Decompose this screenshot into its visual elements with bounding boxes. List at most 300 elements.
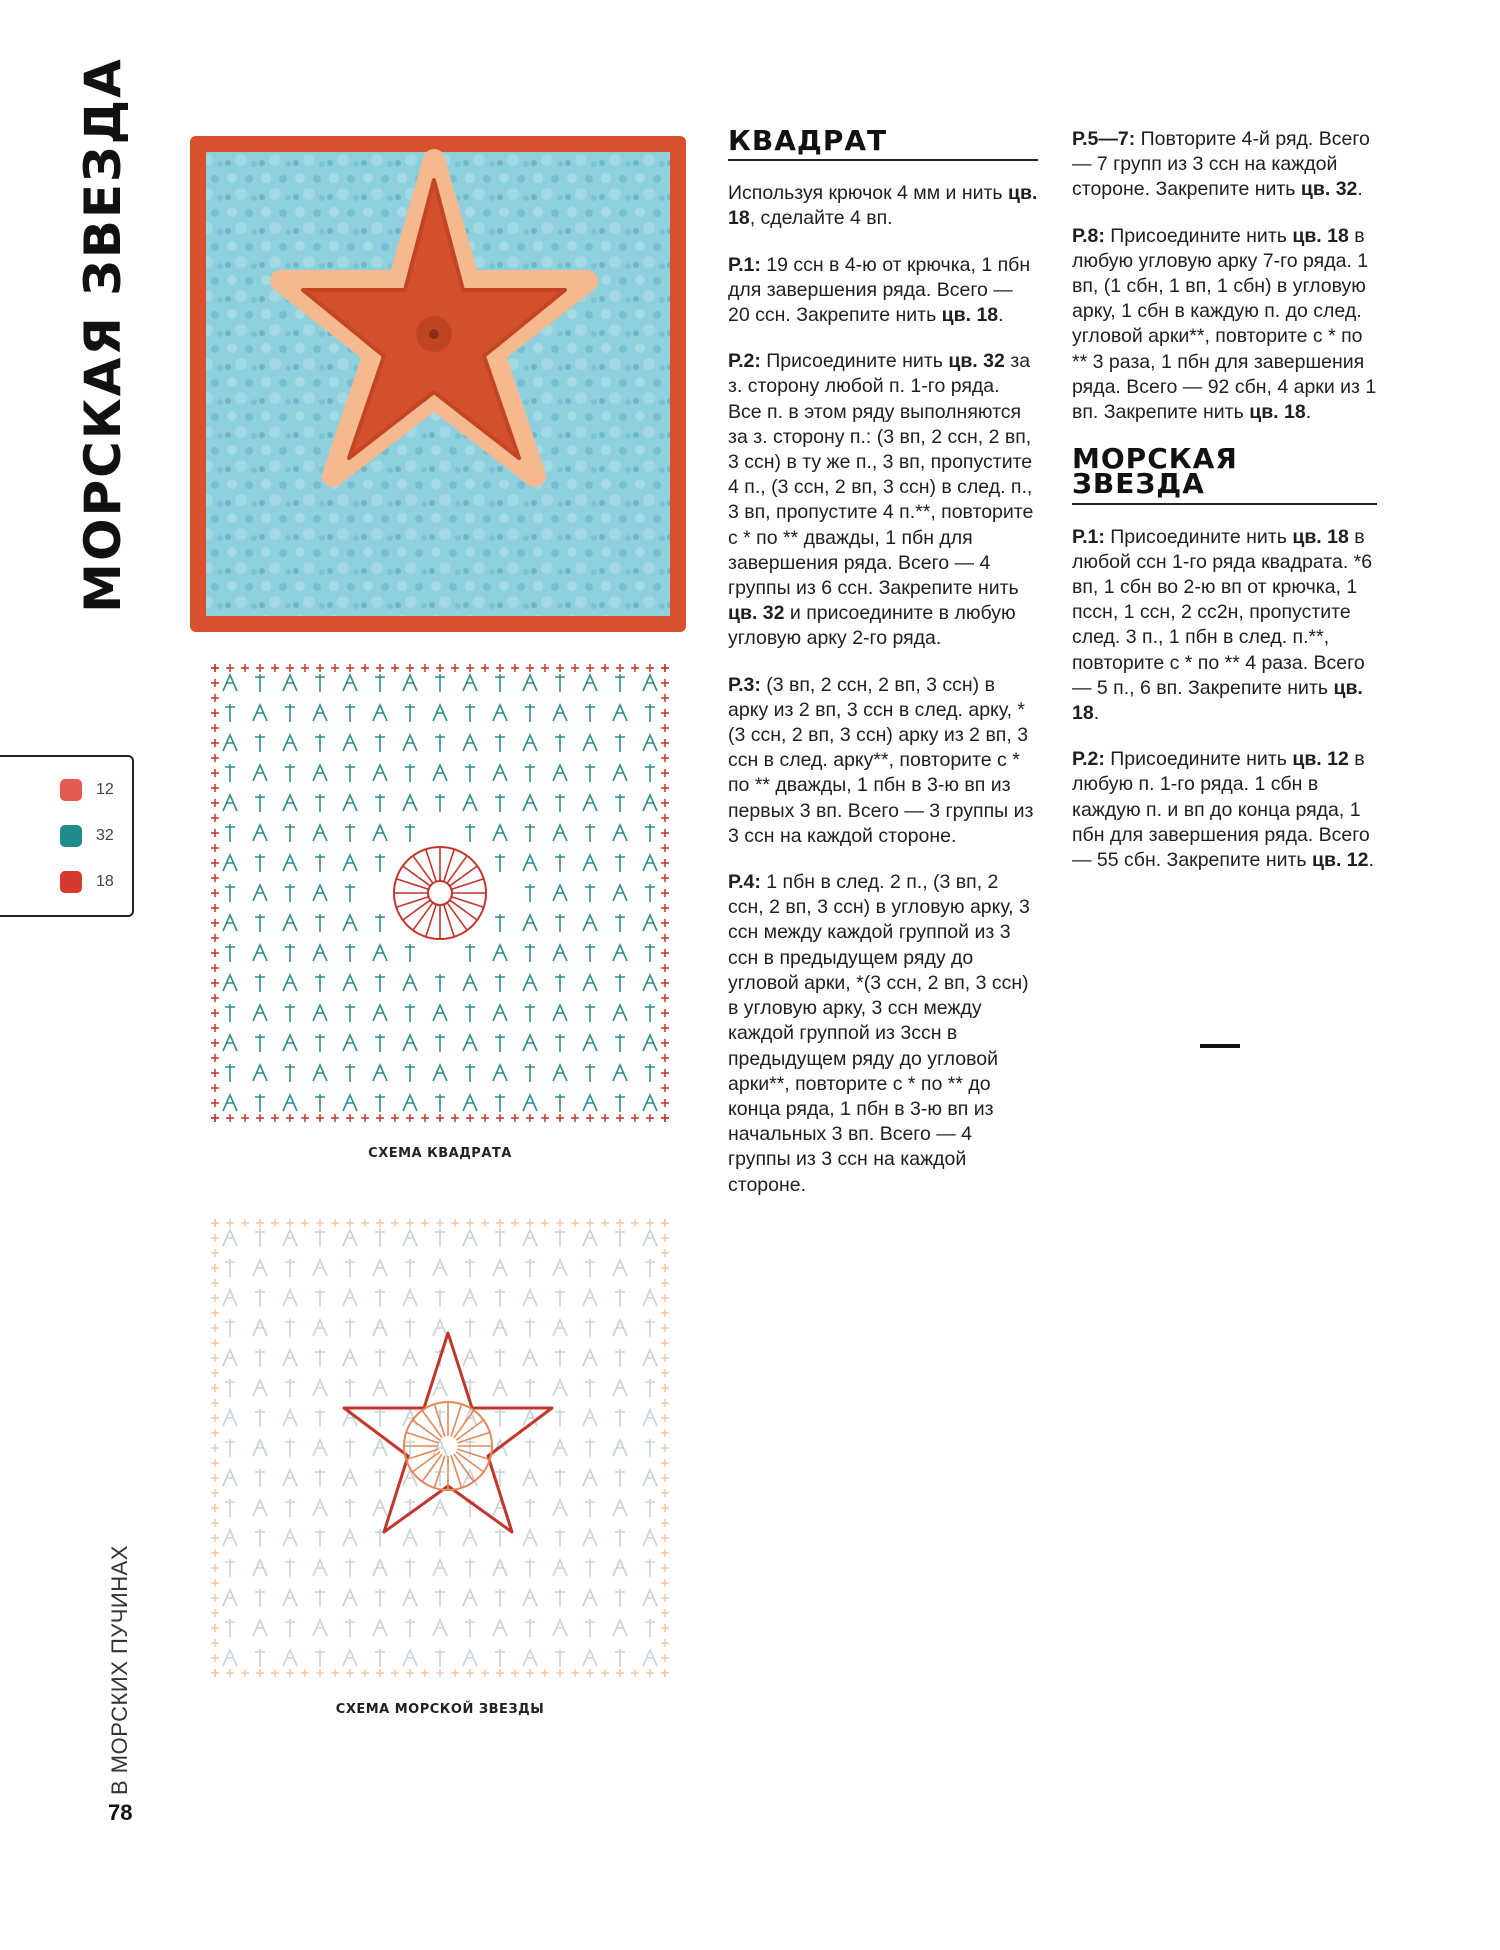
stitch-symbol [225, 704, 235, 722]
stitch-symbol [315, 1409, 325, 1427]
stitch-symbol [585, 1499, 595, 1517]
bold-run: Р.2: [1072, 748, 1105, 771]
border-stitch [316, 1219, 324, 1227]
stitch-symbol [255, 734, 265, 752]
stitch-symbol [553, 1440, 567, 1456]
border-stitch [661, 1489, 669, 1497]
border-stitch [496, 1669, 504, 1677]
border-stitch [211, 904, 219, 912]
stitch-symbol [375, 1469, 385, 1487]
stitch-symbol [375, 734, 385, 752]
stitch-symbol [435, 1289, 445, 1307]
bold-run: цв. 18 [1292, 224, 1349, 247]
stitch-symbol [523, 1035, 537, 1051]
stitch-symbol [315, 854, 325, 872]
stitch-symbol [643, 675, 657, 691]
stitch-symbol [495, 794, 505, 812]
stitch-symbol [525, 1004, 535, 1022]
stitch-symbol [555, 1094, 565, 1112]
border-stitch [601, 664, 609, 672]
stitch-symbol [283, 1230, 297, 1246]
border-stitch [211, 829, 219, 837]
stitch-symbol [433, 1320, 447, 1336]
stitch-symbol [643, 975, 657, 991]
border-stitch [211, 1459, 219, 1467]
stitch-symbol [525, 1379, 535, 1397]
stitch-symbol [225, 944, 235, 962]
border-stitch [481, 664, 489, 672]
border-stitch [496, 1219, 504, 1227]
stitch-symbol [433, 1620, 447, 1636]
border-stitch [211, 1669, 219, 1677]
stitch-symbol [253, 1440, 267, 1456]
border-stitch [211, 1069, 219, 1077]
border-stitch [211, 1324, 219, 1332]
border-stitch [556, 1669, 564, 1677]
stitch-symbol [283, 1530, 297, 1546]
bold-run: Р.8: [1072, 224, 1105, 247]
stitch-symbol [255, 1649, 265, 1667]
stitch-symbol [223, 1035, 237, 1051]
stitch-symbol [313, 765, 327, 781]
stitch-symbol [225, 1064, 235, 1082]
stitch-symbol [643, 1290, 657, 1306]
stitch-symbol [613, 1440, 627, 1456]
stitch-symbol [493, 1260, 507, 1276]
stitch-symbol [525, 884, 535, 902]
border-stitch [211, 1609, 219, 1617]
center-ring [394, 847, 486, 939]
border-stitch [661, 784, 669, 792]
border-stitch [481, 1669, 489, 1677]
bold-run: Р.1: [1072, 525, 1105, 548]
stitch-symbol [285, 1379, 295, 1397]
stitch-symbol [313, 885, 327, 901]
border-stitch [511, 664, 519, 672]
stitch-symbol [613, 1620, 627, 1636]
stitch-symbol [523, 975, 537, 991]
border-stitch [376, 1219, 384, 1227]
stitch-symbol [465, 704, 475, 722]
border-stitch [271, 664, 279, 672]
instruction-paragraph [1072, 525, 1377, 727]
stitch-symbol [645, 944, 655, 962]
border-stitch [571, 664, 579, 672]
stitch-symbol [315, 1649, 325, 1667]
stitch-symbol [433, 765, 447, 781]
stitch-symbol [253, 1560, 267, 1576]
stitch-symbol [343, 1035, 357, 1051]
stitch-symbol [255, 1289, 265, 1307]
border-stitch [661, 739, 669, 747]
bold-run: Р.2: [728, 350, 761, 373]
instructions-column-2 [1072, 127, 1377, 894]
stitch-symbol [645, 884, 655, 902]
border-stitch [211, 1084, 219, 1092]
border-stitch [661, 1594, 669, 1602]
stitch-symbol [283, 735, 297, 751]
stitch-symbol [495, 1649, 505, 1667]
stitch-symbol [583, 1035, 597, 1051]
text-run: Присоедините нить [1104, 525, 1293, 548]
square-heading: КВАДРАТ [728, 128, 1038, 161]
stitch-symbol [285, 1559, 295, 1577]
stitch-symbol [283, 1590, 297, 1606]
stitch-symbol [345, 1439, 355, 1457]
stitch-symbol [253, 1500, 267, 1516]
text-run: за з. сторону любой п. 1-го ряда. Все п. в этом ряду выполняются за з. сторону п.: (3 вп, 2 ссн, 2 вп, 3 ссн) в ту же п., 3 вп, пропустите 4 п., (3 ссн, 2 вп, 3 ссн) в след. п., 3 вп, пропустите 4 п.**, повторите с * по ** дважды, 1 пбн для завершения ряда. Всего — 4 группы из 6 ссн. Закрепите нить [728, 350, 1034, 600]
stitch-symbol [283, 1650, 297, 1666]
stitch-symbol [465, 1064, 475, 1082]
stitch-symbol [463, 1530, 477, 1546]
border-stitch [211, 1444, 219, 1452]
border-stitch [661, 949, 669, 957]
stitch-symbol [313, 945, 327, 961]
stitch-symbol [435, 1589, 445, 1607]
stitch-symbol [583, 1530, 597, 1546]
border-stitch [211, 1054, 219, 1062]
stitch-symbol [343, 1470, 357, 1486]
color-legend [0, 755, 134, 917]
stitch-symbol [495, 914, 505, 932]
border-stitch [661, 1219, 669, 1227]
stitch-symbol [403, 675, 417, 691]
stitch-symbol [225, 1619, 235, 1637]
border-stitch [661, 1624, 669, 1632]
stitch-symbol [315, 1589, 325, 1607]
border-stitch [541, 1669, 549, 1677]
stitch-symbol [523, 675, 537, 691]
stitch-symbol [645, 1004, 655, 1022]
stitch-symbol [345, 764, 355, 782]
stitch-symbol [585, 1064, 595, 1082]
stitch-symbol [313, 1005, 327, 1021]
stitch-symbol [523, 1530, 537, 1546]
border-stitch [211, 979, 219, 987]
border-stitch [661, 1309, 669, 1317]
starfish-chart-background [211, 1219, 669, 1677]
border-stitch [616, 1219, 624, 1227]
border-stitch [226, 1114, 234, 1122]
stitch-symbol [585, 944, 595, 962]
stitch-symbol [255, 1349, 265, 1367]
border-stitch [661, 1429, 669, 1437]
stitch-symbol [373, 1320, 387, 1336]
stitch-symbol [615, 674, 625, 692]
stitch-symbol [525, 1064, 535, 1082]
stitch-symbol [525, 704, 535, 722]
border-stitch [256, 1114, 264, 1122]
stitch-symbol [433, 1560, 447, 1576]
stitch-symbol [615, 794, 625, 812]
border-stitch [211, 724, 219, 732]
stitch-symbol [435, 794, 445, 812]
stitch-symbol [493, 825, 507, 841]
border-stitch [661, 664, 669, 672]
stitch-symbol [645, 1379, 655, 1397]
border-stitch [646, 1219, 654, 1227]
page-number: 78 [108, 1800, 133, 1825]
stitch-symbol [343, 1530, 357, 1546]
stitch-symbol [585, 1619, 595, 1637]
bold-run: цв. 12 [1292, 748, 1349, 771]
border-stitch [436, 664, 444, 672]
instruction-paragraph [728, 253, 1038, 329]
stitch-symbol [283, 975, 297, 991]
border-stitch [526, 1219, 534, 1227]
stitch-symbol [465, 944, 475, 962]
stitch-symbol [373, 1440, 387, 1456]
stitch-symbol [315, 794, 325, 812]
stitch-symbol [345, 824, 355, 842]
stitch-symbol [613, 825, 627, 841]
stitch-symbol [613, 1320, 627, 1336]
border-stitch [646, 1114, 654, 1122]
stitch-symbol [463, 975, 477, 991]
border-stitch [211, 1474, 219, 1482]
stitch-symbol [583, 1350, 597, 1366]
stitch-symbol [373, 765, 387, 781]
border-stitch [661, 1459, 669, 1467]
stitch-symbol [435, 1229, 445, 1247]
stitch-symbol [283, 795, 297, 811]
border-stitch [661, 1249, 669, 1257]
text-run: , сделайте 4 вп. [749, 207, 893, 230]
stitch-symbol [315, 734, 325, 752]
stitch-symbol [315, 1349, 325, 1367]
stitch-symbol [583, 1650, 597, 1666]
instruction-paragraph [728, 349, 1038, 651]
border-stitch [211, 1639, 219, 1647]
border-stitch [661, 1054, 669, 1062]
border-stitch [346, 1219, 354, 1227]
stitch-symbol [615, 1094, 625, 1112]
stitch-symbol [465, 1004, 475, 1022]
border-stitch [661, 724, 669, 732]
border-stitch [211, 919, 219, 927]
text-run: 1 пбн в след. 2 п., (3 вп, 2 ссн, 2 вп, 3 ссн) в угловую арку, 3 ссн между каждой группой из 3 ссн в предыдущем ряду до угловой арки, *(3 ссн, 2 вп, 3 ссн) в угловую арку, 3 ссн между каждой группой из 3ссн в предыдущем ряду до угловой арки**, повторите с * по ** до конца ряда, 1 пбн в 3-ю вп из начальных 3 вп. Всего — 4 группы из 3 ссн на каждой стороне. [728, 871, 1030, 1196]
border-stitch [541, 1114, 549, 1122]
border-stitch [661, 709, 669, 717]
stitch-symbol [373, 705, 387, 721]
stitch-symbol [285, 1064, 295, 1082]
border-stitch [556, 664, 564, 672]
stitch-symbol [343, 1230, 357, 1246]
stitch-symbol [283, 1470, 297, 1486]
stitch-symbol [645, 1619, 655, 1637]
stitch-symbol [465, 1259, 475, 1277]
border-stitch [301, 1114, 309, 1122]
stitch-symbol [433, 1380, 447, 1396]
stitch-symbol [433, 1260, 447, 1276]
stitch-symbol [435, 1094, 445, 1112]
border-stitch [661, 1039, 669, 1047]
border-stitch [211, 739, 219, 747]
stitch-symbol [585, 1439, 595, 1457]
stitch-symbol [433, 705, 447, 721]
stitch-symbol [643, 1650, 657, 1666]
stitch-symbol [523, 795, 537, 811]
text-run: Присоедините нить [1104, 224, 1293, 247]
stitch-symbol [403, 1230, 417, 1246]
stitch-symbol [555, 1229, 565, 1247]
border-stitch [361, 1219, 369, 1227]
stitch-symbol [583, 1410, 597, 1426]
stitch-symbol [345, 944, 355, 962]
border-stitch [211, 1279, 219, 1287]
stitch-symbol [345, 1319, 355, 1337]
stitch-symbol [285, 1004, 295, 1022]
border-stitch [211, 1624, 219, 1632]
instruction-paragraph [1072, 127, 1377, 203]
stitch-symbol [223, 1590, 237, 1606]
bold-run: Р.1: [728, 253, 761, 276]
stitch-symbol [253, 1260, 267, 1276]
stitch-symbol [585, 764, 595, 782]
stitch-symbol [555, 1589, 565, 1607]
border-stitch [661, 844, 669, 852]
stitch-symbol [583, 1095, 597, 1111]
border-stitch [211, 1354, 219, 1362]
text-run: 19 ссн в 4-ю от крючка, 1 пбн для завершения ряда. Всего — 20 ссн. Закрепите нить [728, 253, 1031, 327]
stitch-symbol [643, 1095, 657, 1111]
stitch-symbol [585, 704, 595, 722]
stitch-symbol [553, 1500, 567, 1516]
border-stitch [436, 1114, 444, 1122]
border-stitch [271, 1114, 279, 1122]
border-stitch [661, 1264, 669, 1272]
stitch-symbol [615, 734, 625, 752]
border-stitch [661, 799, 669, 807]
stitch-symbol [313, 1260, 327, 1276]
border-stitch [211, 1294, 219, 1302]
border-stitch [466, 1219, 474, 1227]
border-stitch [211, 754, 219, 762]
border-stitch [211, 1534, 219, 1542]
border-stitch [421, 1669, 429, 1677]
side-title-text: МОРСКАЯ ЗВЕЗДА [74, 57, 132, 613]
stitch-symbol [643, 1530, 657, 1546]
stitch-symbol [495, 1589, 505, 1607]
border-stitch [661, 1099, 669, 1107]
stitch-symbol [223, 1650, 237, 1666]
stitch-symbol [493, 1320, 507, 1336]
border-stitch [211, 1399, 219, 1407]
border-stitch [526, 1669, 534, 1677]
color-swatch [60, 779, 82, 801]
border-stitch [376, 1669, 384, 1677]
stitch-symbol [285, 764, 295, 782]
stitch-symbol [465, 1619, 475, 1637]
stitch-symbol [253, 765, 267, 781]
border-stitch [451, 664, 459, 672]
border-stitch [661, 874, 669, 882]
stitch-symbol [255, 794, 265, 812]
stitch-symbol [493, 945, 507, 961]
stitch-symbol [495, 674, 505, 692]
starfish-chart-caption: СХЕМА МОРСКОЙ ЗВЕЗДЫ [335, 1702, 545, 1717]
border-stitch [466, 1669, 474, 1677]
stitch-symbol [495, 1529, 505, 1547]
stitch-symbol [553, 825, 567, 841]
border-stitch [211, 889, 219, 897]
border-stitch [211, 679, 219, 687]
stitch-symbol [525, 1439, 535, 1457]
stitch-symbol [463, 1035, 477, 1051]
stitch-symbol [223, 915, 237, 931]
stitch-symbol [613, 1005, 627, 1021]
border-stitch [601, 1114, 609, 1122]
stitch-symbol [645, 1259, 655, 1277]
end-mark [1200, 1044, 1240, 1048]
border-stitch [211, 709, 219, 717]
stitch-symbol [523, 855, 537, 871]
stitch-symbol [255, 1094, 265, 1112]
stitch-symbol [255, 854, 265, 872]
stitch-symbol [315, 974, 325, 992]
stitch-symbol [315, 1229, 325, 1247]
stitch-symbol [343, 855, 357, 871]
border-stitch [376, 1114, 384, 1122]
stitch-symbol [285, 884, 295, 902]
border-stitch [361, 1114, 369, 1122]
stitch-symbol [615, 1469, 625, 1487]
border-stitch [211, 1039, 219, 1047]
instruction-paragraph [728, 181, 1038, 231]
stitch-symbol [615, 1289, 625, 1307]
stitch-symbol [613, 765, 627, 781]
border-stitch [211, 1219, 219, 1227]
border-stitch [211, 844, 219, 852]
bold-run: цв. 18 [1072, 676, 1363, 725]
stitch-symbol [525, 1619, 535, 1637]
text-run: и присоедините в любую угловую арку 2-го ряда. [728, 602, 1016, 650]
border-stitch [661, 1579, 669, 1587]
border-stitch [211, 1384, 219, 1392]
stitch-symbol [375, 1289, 385, 1307]
border-stitch [376, 664, 384, 672]
bold-run: цв. 32 [1300, 178, 1358, 201]
stitch-symbol [315, 1529, 325, 1547]
stitch-symbol [405, 1379, 415, 1397]
stitch-symbol [495, 854, 505, 872]
border-stitch [406, 1219, 414, 1227]
stitch-symbol [375, 1349, 385, 1367]
border-stitch [211, 769, 219, 777]
border-stitch [211, 1114, 219, 1122]
stitch-symbol [435, 974, 445, 992]
ring-stitch [451, 1456, 462, 1488]
stitch-symbol [253, 705, 267, 721]
stitch-symbol [583, 915, 597, 931]
stitch-symbol [343, 1650, 357, 1666]
stitch-symbol [285, 1259, 295, 1277]
border-stitch [361, 664, 369, 672]
stitch-symbol [253, 825, 267, 841]
border-stitch [661, 1504, 669, 1512]
legend-label: 12 [96, 781, 114, 798]
border-stitch [661, 1384, 669, 1392]
stitch-symbol [253, 1005, 267, 1021]
stitch-symbol [403, 735, 417, 751]
border-stitch [286, 1219, 294, 1227]
square-chart-caption: СХЕМА КВАДРАТА [368, 1146, 512, 1161]
stitch-symbol [523, 1650, 537, 1666]
border-stitch [316, 664, 324, 672]
stitch-symbol [403, 1035, 417, 1051]
color-swatch [60, 825, 82, 847]
starfish-heading: МОРСКАЯ ЗВЕЗДА [1072, 446, 1377, 504]
